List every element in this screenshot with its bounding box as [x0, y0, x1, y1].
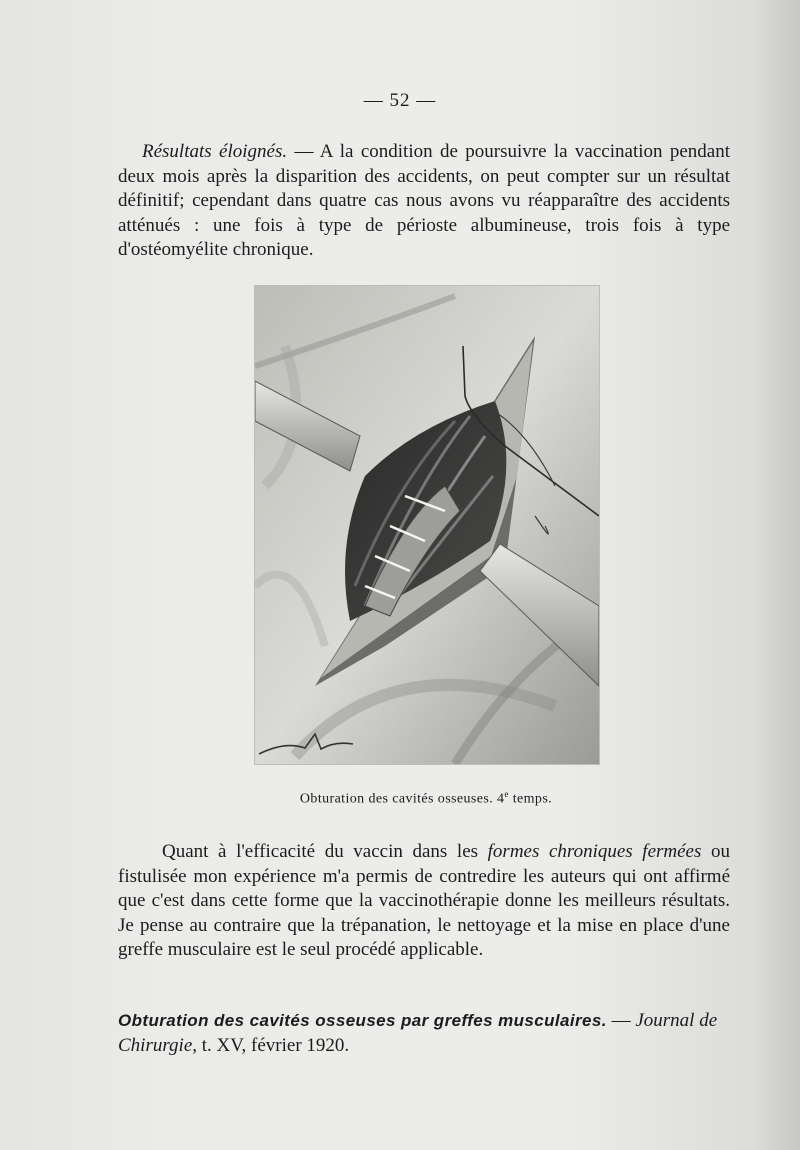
paragraph-results-text: — A la condition de poursuivre la vaccination pendant deux mois après la disparition des accidents, on peut compter sur un résultat définitif; cependant dans quatre cas nous avons vu réapparaître des accidents atténués : une fois à type de périoste albumineuse, trois fois à type d'ostéomyélite chronique. — [118, 141, 730, 260]
paragraph-efficacy — [118, 840, 730, 963]
surgical-illustration — [254, 285, 600, 765]
paragraph-efficacy-text-a: Quant à l'efficacité du vaccin dans les — [162, 841, 488, 862]
section-lead: Résultats éloignés. — [142, 141, 288, 162]
paragraph-efficacy-italic: formes chroniques fermées — [487, 841, 702, 862]
paragraph-efficacy-text-b: ou fistulisée mon expérience m'a permis de contredire les auteurs qui ont affirmé que c'est dans cette forme que la vaccinothérapie donne les meilleurs résultats. Je pense au contraire que la trépanation, le nettoyage et la mise en place d'une greffe musculaire est le seul procédé applicable. — [118, 841, 730, 960]
figure-caption — [0, 789, 800, 808]
reference-separator: — — [606, 1010, 636, 1031]
illustration-drawing — [255, 286, 599, 764]
caption-text: Obturation des cavités osseuses. 4 — [299, 791, 505, 807]
reference-details: t. XV, février 1920. — [197, 1035, 350, 1056]
reference-journal: Journal de Chirurgie, — [118, 1010, 718, 1056]
reference-title: Obturation des cavités osseuses par greffes musculaires. — [118, 1011, 607, 1030]
caption-superscript: e — [504, 789, 509, 799]
page-number: — 52 — — [363, 90, 437, 111]
paragraph-results — [118, 140, 730, 263]
bibliographic-reference — [118, 1008, 758, 1058]
caption-end: temps. — [508, 791, 553, 807]
